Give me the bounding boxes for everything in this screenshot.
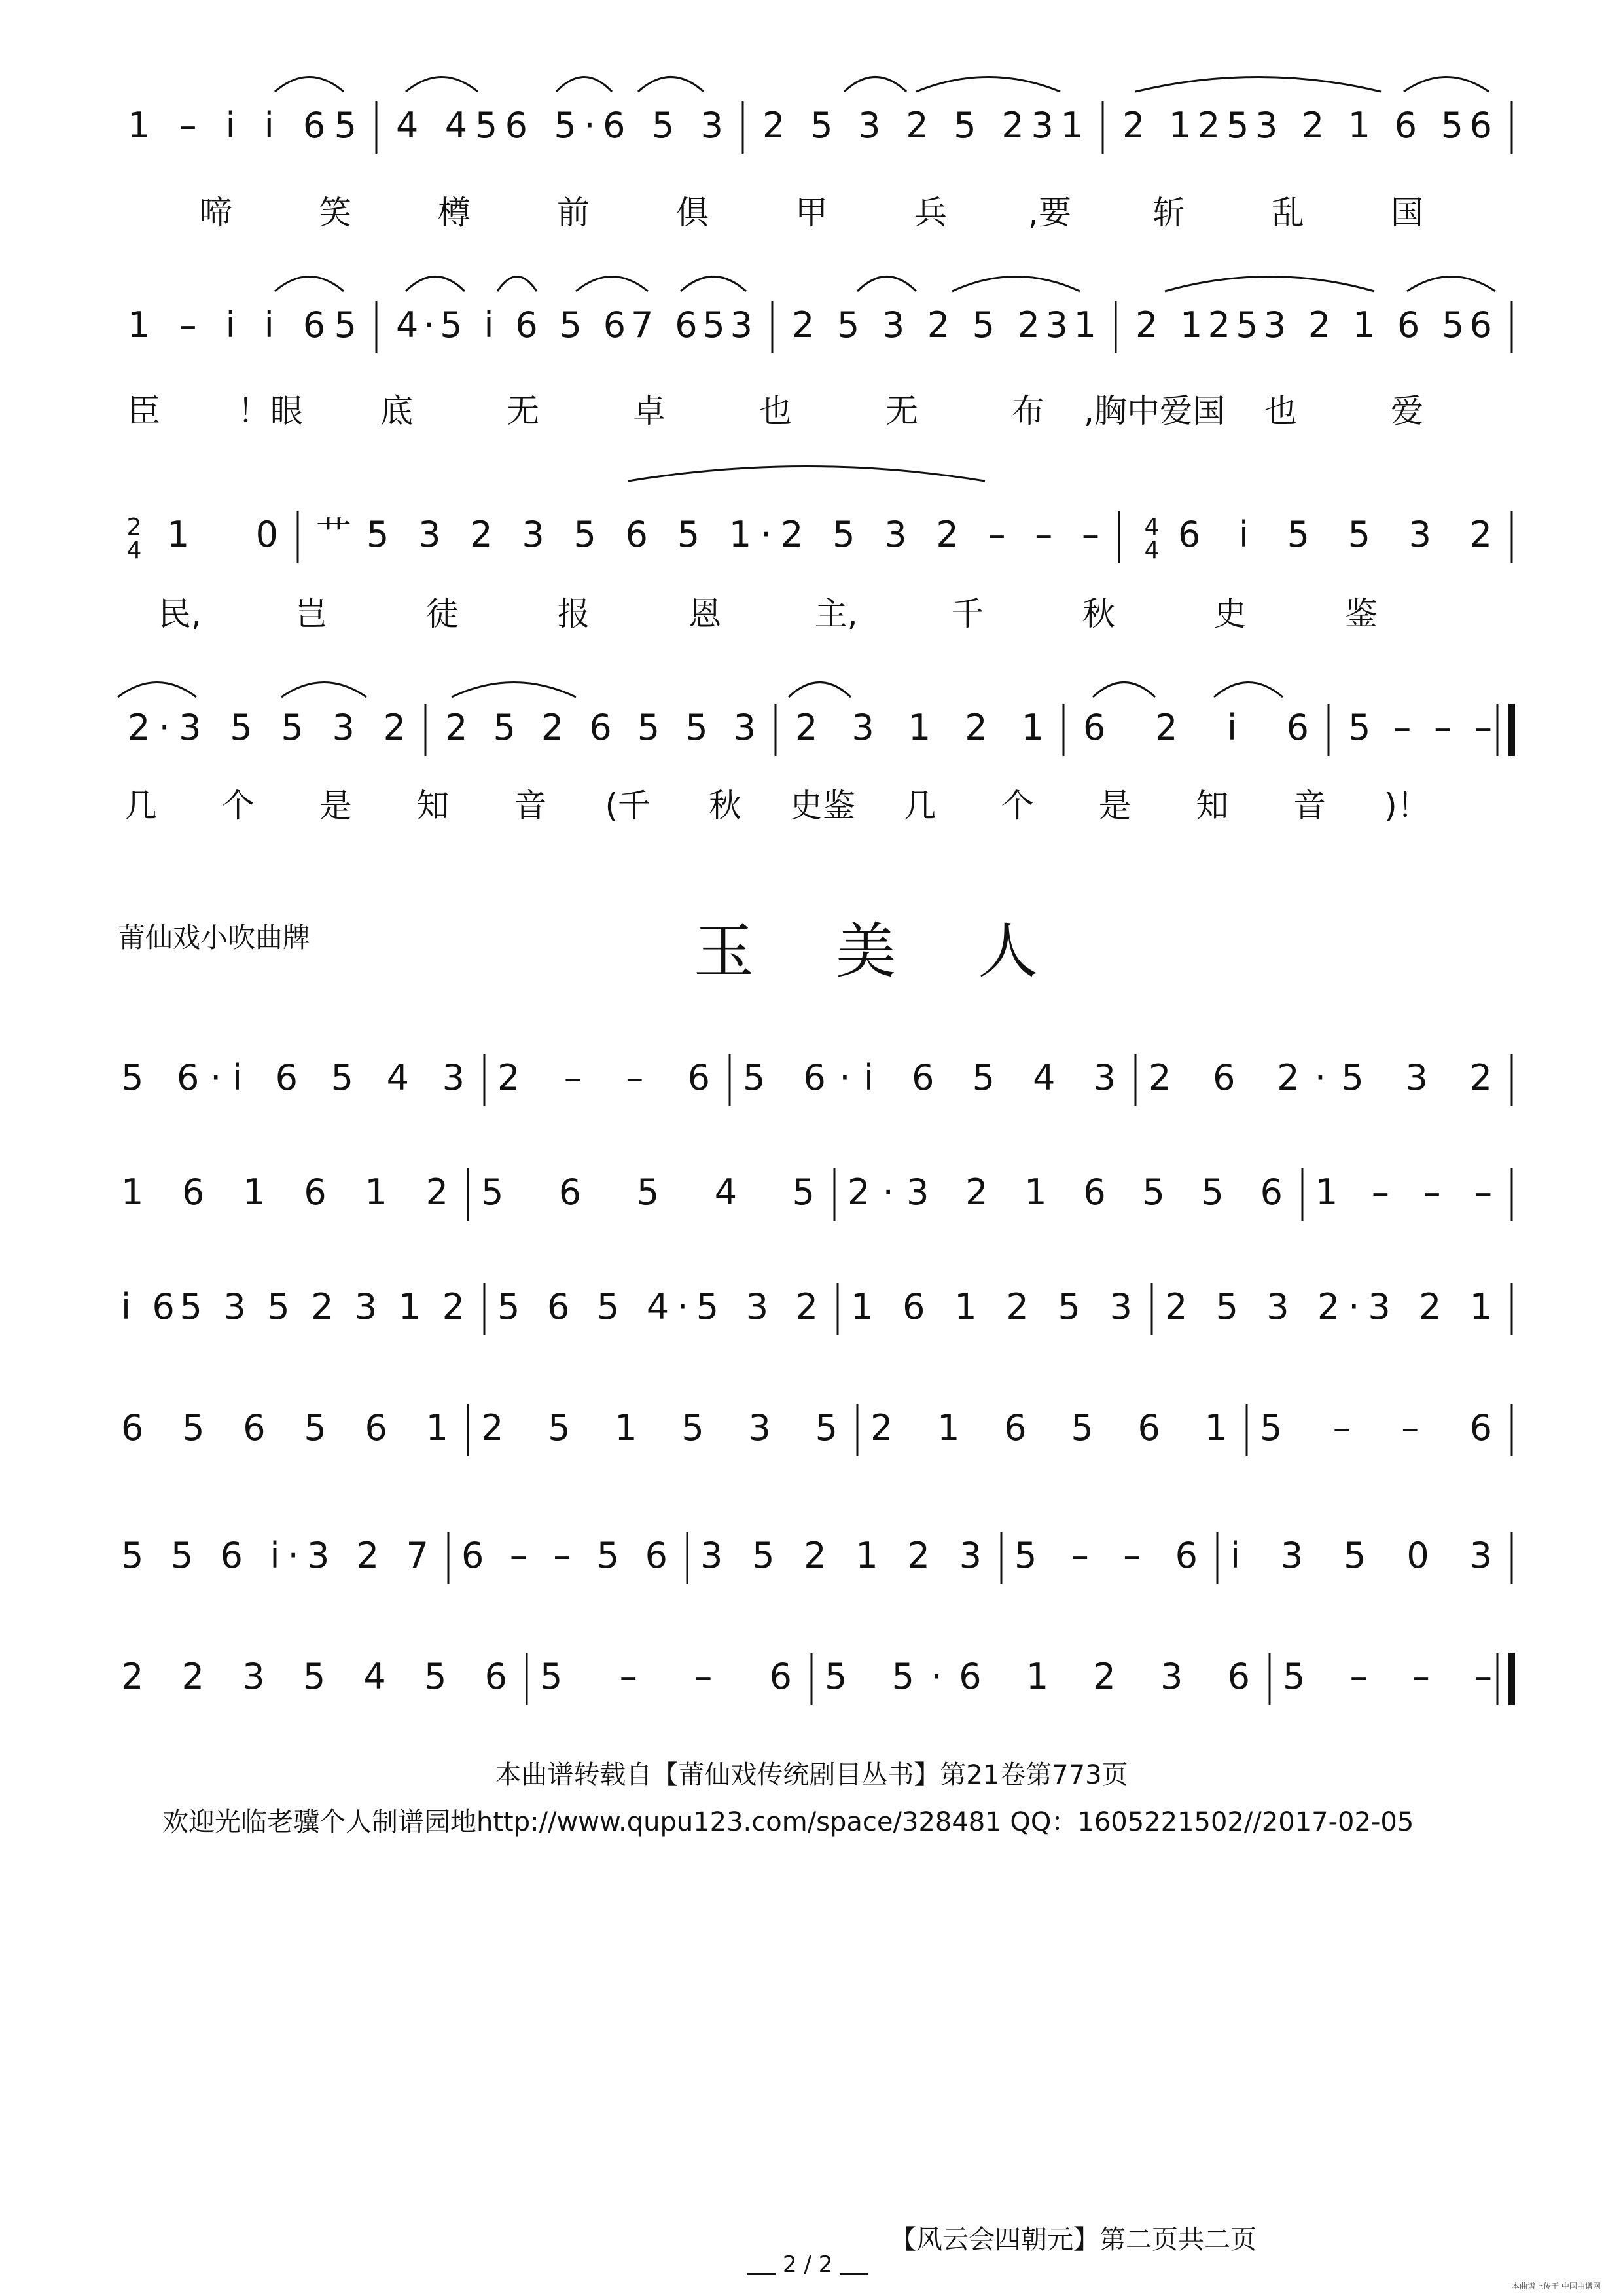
slur-arc — [638, 77, 704, 92]
part1-lyric: 是 — [1098, 787, 1132, 825]
measure: 6 i 5 5 3 2 — [1178, 514, 1492, 555]
measure: 1 – i i 65 — [128, 105, 357, 146]
measure: 2 2 3 5 4 5 6 — [121, 1656, 507, 1697]
measure: 5 – – 6 — [1014, 1535, 1198, 1576]
slur-arc — [844, 77, 906, 92]
source-credit: 本曲谱转载自【莆仙戏传统剧目丛书】第21卷第773页 — [495, 1760, 1128, 1790]
measure: i 65 3 5 2 3 1 2 — [121, 1286, 465, 1327]
part1-lyric: 音 — [514, 787, 547, 825]
slur-arc — [789, 683, 851, 698]
watermark: 本曲谱上传于 中国曲谱网 — [1512, 2282, 1601, 2291]
measure: 5 6·i 6 5 4 3 — [121, 1057, 465, 1098]
slur-arc — [1214, 683, 1283, 698]
part1-lyric: 史 — [1213, 595, 1247, 633]
measure: 5 3 2 3 5 6 5 1·2 5 3 2 – – – — [366, 514, 1099, 555]
measure: 2 1253 2 1 6 56 — [1122, 105, 1492, 146]
part1-lyric: 徒 — [426, 595, 459, 633]
measure: 2 5 2 6 5 5 3 — [445, 707, 756, 748]
part1-lyric: ,要 — [1028, 194, 1071, 232]
part1-lyric: 报 — [557, 595, 590, 633]
part1-lyric: 几 — [903, 787, 936, 825]
part1-lyric: ,胸中爱国 — [1084, 392, 1225, 430]
part1-lyric: 知 — [1196, 787, 1229, 825]
slur-arc — [118, 683, 196, 698]
part1-lyric: 底 — [380, 392, 413, 430]
welcome-credit: 欢迎光临老骥个人制谱园地http://www.qupu123.com/space/328481 QQ：1605221502//2017-02-05 — [162, 1807, 1414, 1837]
part1-lyric: 斩 — [1152, 194, 1185, 232]
measure: 3 5 2 1 2 3 — [700, 1535, 982, 1576]
slur-arc — [857, 277, 916, 292]
slur-arc — [281, 683, 366, 698]
part1-lyric: 甲 — [795, 194, 828, 232]
part1-lyric: 兵 — [914, 194, 947, 232]
measure: 5 6 5 4·5 3 2 — [497, 1286, 818, 1327]
part1-lyric: 岂 — [294, 595, 328, 633]
slur-arc — [1135, 77, 1381, 92]
measure: 2·3 5 5 3 2 — [128, 707, 406, 748]
part1-lyric: 个 — [221, 787, 255, 825]
measure: 5 6 5 4 5 — [481, 1172, 815, 1213]
measure: 5 – – 6 — [1260, 1407, 1492, 1448]
part1-lyric: ！眼 — [238, 392, 303, 430]
measure: 2 1253 2 1 6 56 — [1135, 304, 1492, 346]
part1-lyric: 民, — [158, 595, 202, 633]
measure: 6 5 6 5 6 1 — [121, 1407, 448, 1448]
part1-lyric: )！ — [1384, 787, 1430, 825]
measure: 6 2 i 6 — [1083, 707, 1309, 748]
slur-arc — [556, 77, 612, 92]
part1-lyric: 樽 — [438, 194, 471, 232]
part1-lyric: 布 — [1012, 392, 1044, 430]
slur-arc — [275, 277, 344, 292]
part1-lyric: 知 — [416, 787, 450, 825]
part1-lyric: 鉴 — [1345, 595, 1378, 633]
measure: 4 456 5·6 5 3 — [396, 105, 723, 146]
measure: 1 – i i 65 — [128, 304, 357, 346]
slur-arc — [1093, 683, 1155, 698]
free-tempo-mark: 艹 — [316, 514, 351, 555]
slur-arc — [628, 467, 985, 482]
part1-lyric: 俱 — [676, 194, 709, 232]
part1-lyric: 秋 — [1082, 595, 1115, 633]
measure: 5 – – 6 — [540, 1656, 792, 1697]
measure: 5 5 6 i·3 2 7 — [121, 1535, 429, 1576]
slur-arc — [1165, 277, 1374, 292]
part1-lyric: 卓 — [633, 392, 666, 430]
measure: 2 3 1 2 1 — [795, 707, 1044, 748]
footer-title: 【风云会四朝元】第二页共二页 — [890, 2225, 1257, 2255]
subtitle: 莆仙戏小吹曲牌 — [118, 922, 311, 954]
part1-lyric: 国 — [1391, 194, 1423, 232]
part1-lyric: 也 — [759, 392, 792, 430]
measure: 1 – – – — [1315, 1172, 1492, 1213]
part1-lyric: 笑 — [319, 194, 351, 232]
part1-lyric: 无 — [885, 392, 918, 430]
piece-title: 玉 美 人 — [694, 916, 1070, 986]
slur-arc — [497, 277, 537, 292]
measure: 1 6 1 2 5 3 — [851, 1286, 1132, 1327]
part1-lyric: 啼 — [200, 194, 232, 232]
page-number: 2 / 2 — [783, 2251, 833, 2278]
measure: 5 – – – — [1283, 1656, 1492, 1697]
part1-lyric: 也 — [1264, 392, 1297, 430]
part1-lyric: 是 — [319, 787, 352, 825]
slur-arc — [406, 277, 465, 292]
time-signature-top: 2 — [126, 514, 142, 541]
slur-arc — [406, 77, 478, 92]
part1-lyric: 个 — [1001, 787, 1034, 825]
measure: 6 – – 5 6 — [461, 1535, 668, 1576]
slur-arc — [1407, 277, 1495, 292]
measure: 2 – – 6 — [497, 1057, 710, 1098]
measure: 2 5 3 2·3 2 1 — [1165, 1286, 1492, 1327]
measure: 4·5 i 6 5 67 653 — [396, 304, 753, 346]
part1-lyric: 秋 — [709, 787, 742, 825]
slur-arc — [916, 77, 1060, 92]
part1-lyric: 主, — [814, 595, 858, 633]
measure: 2 1 6 5 6 1 — [870, 1407, 1227, 1448]
measure: 2 6 2·5 3 2 — [1149, 1057, 1492, 1098]
measure: 2 5 1 5 3 5 — [481, 1407, 838, 1448]
time-signature-top: 4 — [1144, 514, 1160, 541]
part1-lyric: (千 — [605, 787, 651, 825]
part1-lyric: 臣 — [128, 392, 160, 430]
time-signature-bottom: 4 — [1144, 537, 1160, 564]
part1-lyric: 史鉴 — [789, 787, 855, 825]
part1-lyric: 前 — [557, 194, 590, 232]
measure: 5 5·6 1 2 3 6 — [825, 1656, 1250, 1697]
measure: 2 5 3 2 5 231 — [762, 105, 1083, 146]
slur-arc — [1404, 77, 1489, 92]
slur-arc — [576, 277, 648, 292]
measure: 2·3 2 1 6 5 5 6 — [847, 1172, 1283, 1213]
part1-lyric: 爱 — [1391, 392, 1423, 430]
part1-lyric: 几 — [124, 787, 157, 825]
part1-lyric: 音 — [1293, 787, 1327, 825]
part1-lyric: 乱 — [1272, 194, 1304, 232]
slur-arc — [452, 683, 576, 698]
measure: 2 5 3 2 5 231 — [792, 304, 1096, 346]
part1-lyric: 千 — [951, 595, 984, 633]
part1-lyric: 恩 — [688, 595, 722, 633]
measure: 5 6·i 6 5 4 3 — [743, 1057, 1116, 1098]
slur-arc — [275, 77, 344, 92]
slur-arc — [952, 277, 1080, 292]
measure: 1 0 — [167, 514, 278, 555]
measure: i 3 5 0 3 — [1230, 1535, 1492, 1576]
part1-lyric: 无 — [507, 392, 539, 430]
measure: 5 – – – — [1348, 707, 1492, 748]
time-signature-bottom: 4 — [126, 537, 142, 564]
slur-arc — [681, 277, 746, 292]
measure: 1 6 1 6 1 2 — [121, 1172, 448, 1213]
